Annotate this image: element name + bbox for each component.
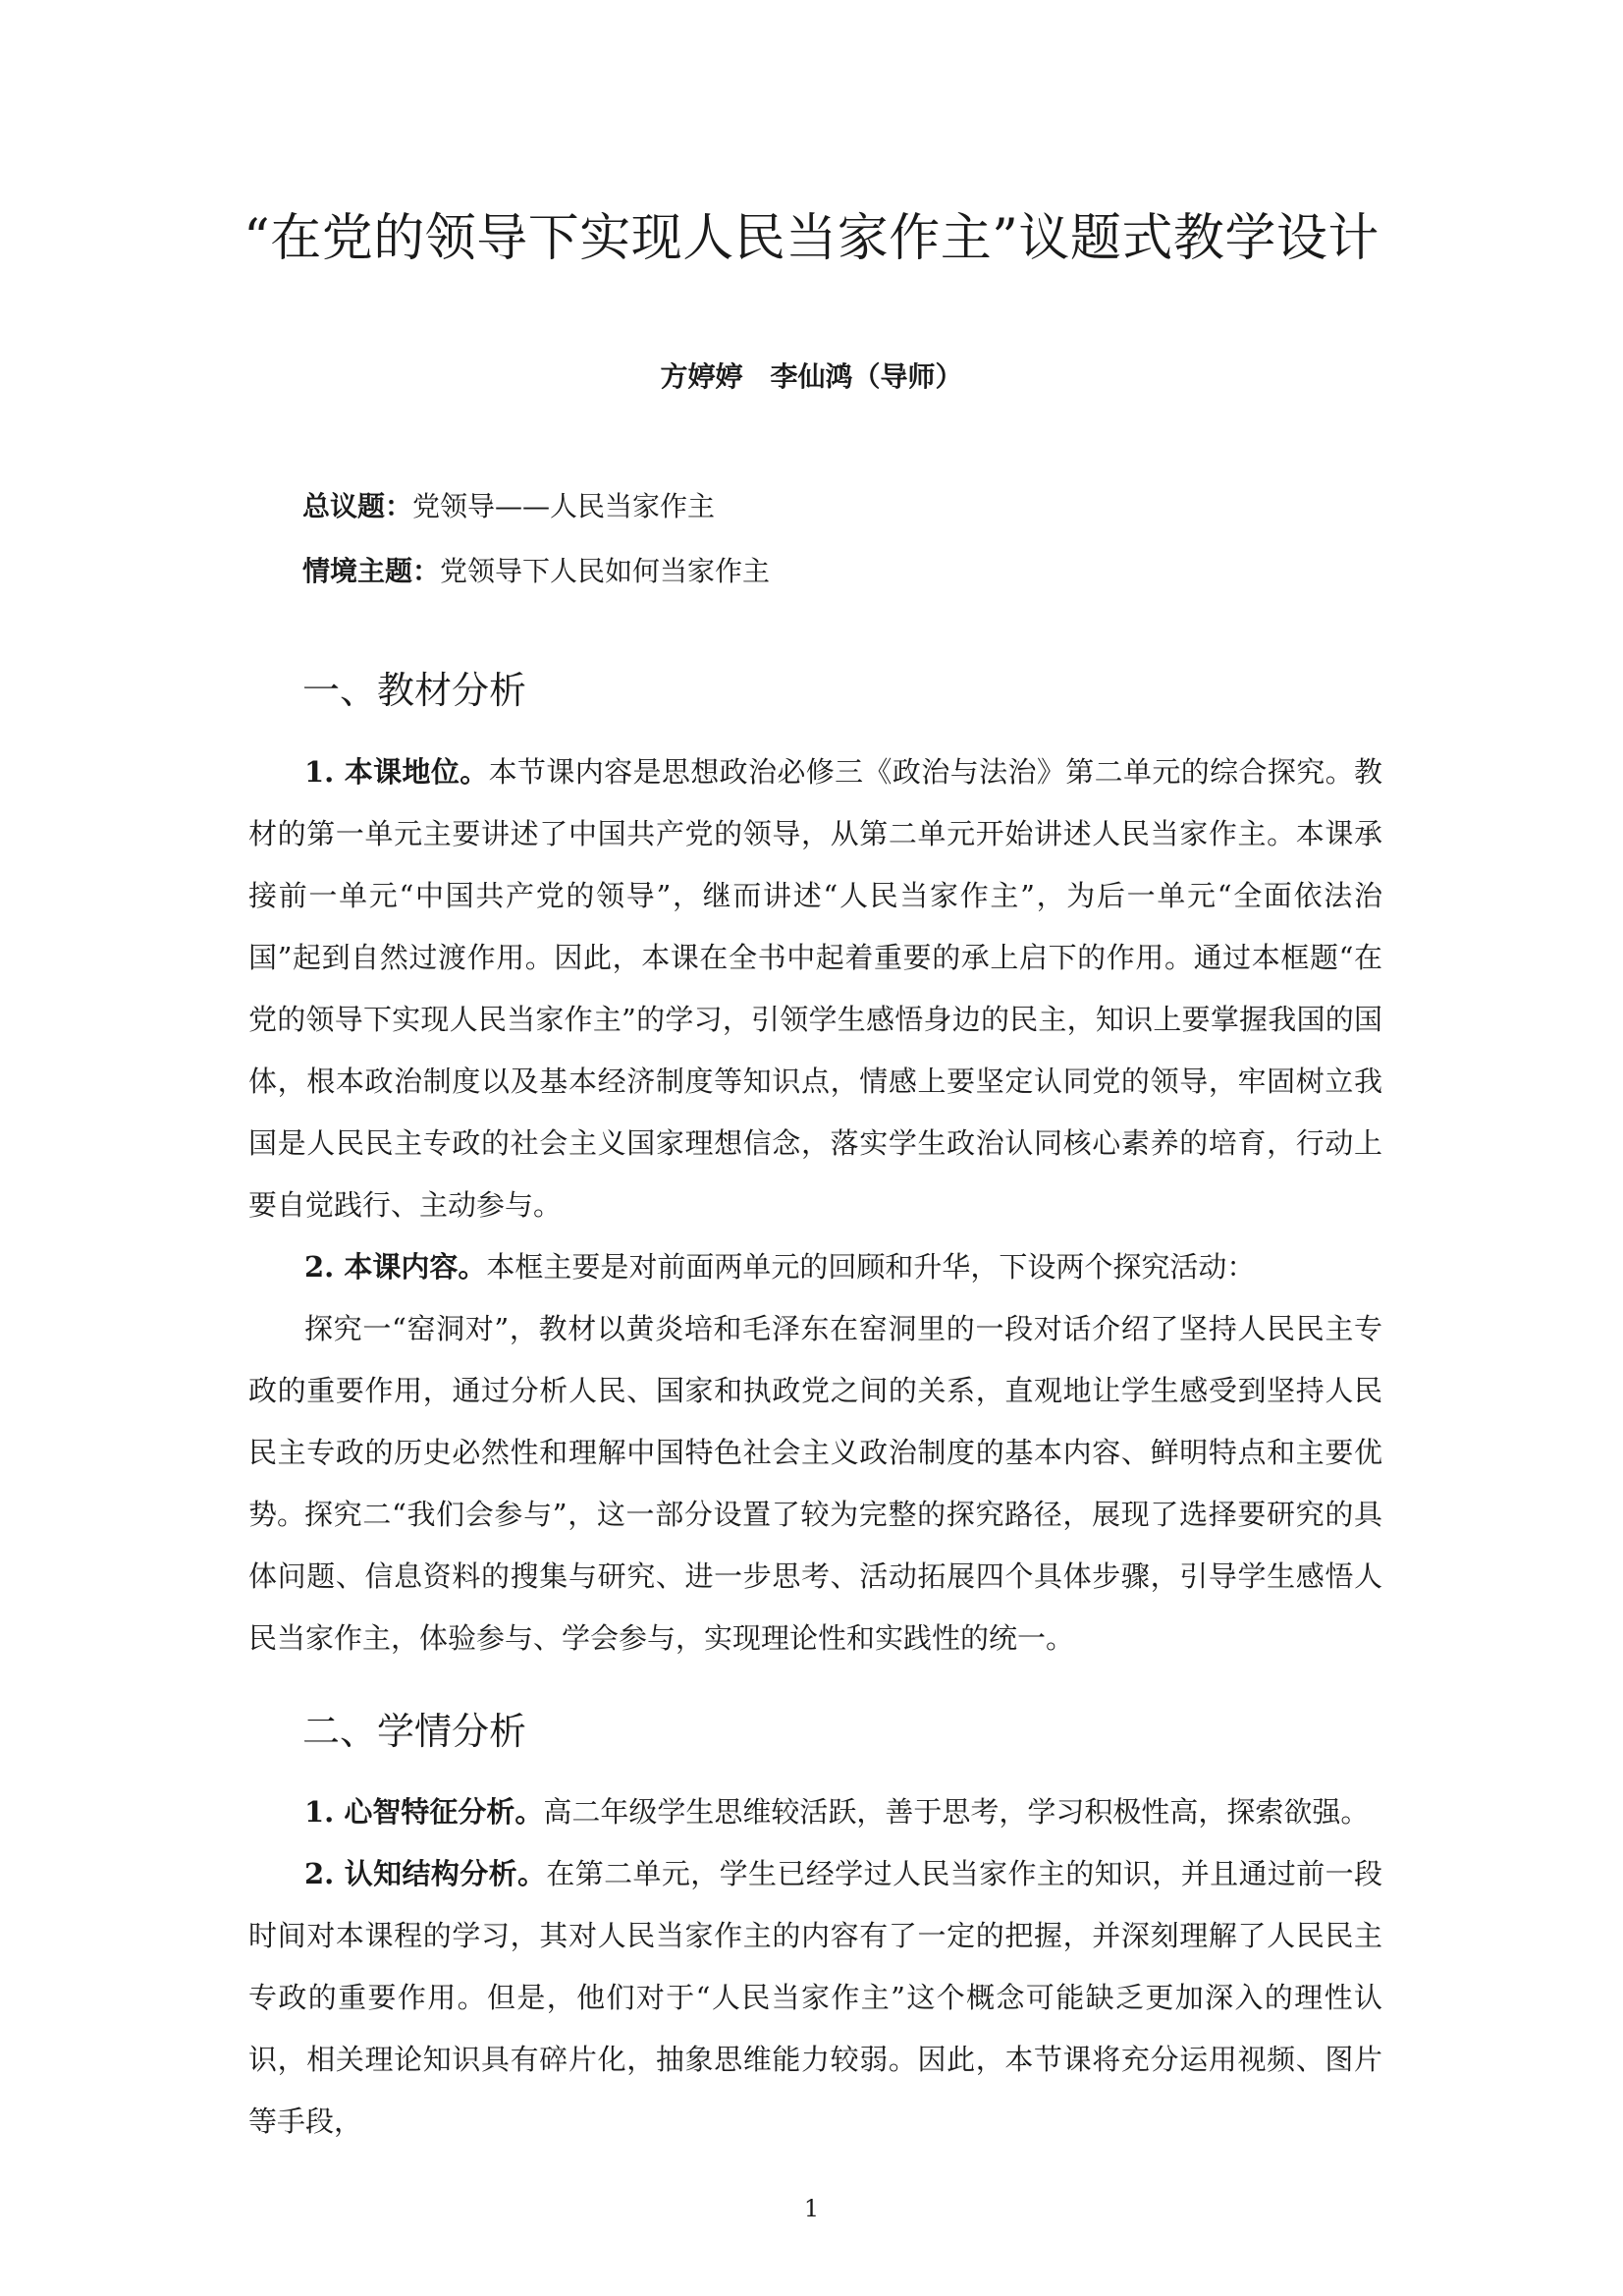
paragraph-label: 1. 本课地位。 [304,755,489,789]
paragraph-course-content [248,1236,1382,1298]
scenario-key: 情境主题： [302,555,441,587]
topic-key: 总议题： [302,490,413,522]
paragraph-label: 2. 本课内容。 [304,1250,487,1284]
paragraph-text: 高二年级学生思维较活跃，善于思考，学习积极性高，探索欲强。 [543,1795,1370,1829]
section-heading-learner-analysis: 二、学情分析 [302,1710,527,1753]
scenario-line [302,550,770,593]
paragraph-course-position [248,741,1382,1236]
paragraph-label: 1. 心智特征分析。 [304,1795,544,1829]
scenario-value: 党领导下人民如何当家作主 [440,555,771,587]
paragraph-text: 本节课内容是思想政治必修三《政治与法治》第二单元的综合探究。教材的第一单元主要讲述了中国共产党的领导，从第二单元开始讲述人民当家作主。本课承接前一单元“中国共产党的领导”，继而讲述“人民当家作主”，为后一单元“全面依法治国”起到自然过渡作用。因此，本课在全书中起着重要的承上启下的作用。通过本框题“在党的领导下实现人民当家作主”的学习，引领学生感悟身边的民主，知识上要掌握我国的国体，根本政治制度以及基本经济制度等知识点，情感上要坚定认同党的领导，牢固树立我国是人民民主专政的社会主义国家理想信念，落实学生政治认同核心素养的培育，行动上要自觉践行、主动参与。 [248,755,1382,1222]
paragraph-mental-traits [248,1781,1382,1843]
author-line [0,355,1623,399]
paragraph-text: 探究二“我们会参与”，这一部分设置了较为完整的探究路径，展现了选择要研究的具体问题、信息资料的搜集与研究、进一步思考、活动拓展四个具体步骤，引导学生感悟人民当家作主，体验参与、学会参与，实现理论性和实践性的统一。 [248,1498,1382,1655]
paragraph-text: 本框主要是对前面两单元的回顾和升华，下设两个探究活动： [486,1250,1256,1284]
paragraph-cognitive-structure [248,1843,1382,2153]
paragraph-inquiry-two [248,1484,1382,1669]
paragraph-text: 在第二单元，学生已经学过人民当家作主的知识，并且通过前一段时间对本课程的学习，其对人民当家作主的内容有了一定的把握，并深刻理解了人民民主专政的重要作用。但是，他们对于“人民当家作主”这个概念可能缺乏更加深入的理性认识，相关理论知识具有碎片化，抽象思维能力较弱。因此，本节课将充分运用视频、图片等手段， [248,1857,1382,2138]
document-title: “在党的领导下实现人民当家作主”议题式教学设计 [243,209,1380,268]
topic-value: 党领导——人民当家作主 [412,490,716,522]
paragraph-label: 2. 认知结构分析。 [304,1857,547,1890]
paragraph-text: 探究一“窑洞对”，教材以黄炎培和毛泽东在窑洞里的一段对话介绍了坚持人民民主专政的重要作用，通过分析人民、国家和执政党之间的关系，直观地让学生感受到坚持人民民主专政的历史必然性和理解中国特色社会主义政治制度的基本内容、鲜明特点和主要优势。 [248,1312,1382,1531]
advisor-name: 李仙鸿（导师） [770,360,963,393]
page-number: 1 [803,2195,820,2222]
topic-line [302,485,715,528]
section-heading-textbook-analysis: 一、教材分析 [302,669,527,712]
author-name: 方婷婷 [660,360,743,393]
